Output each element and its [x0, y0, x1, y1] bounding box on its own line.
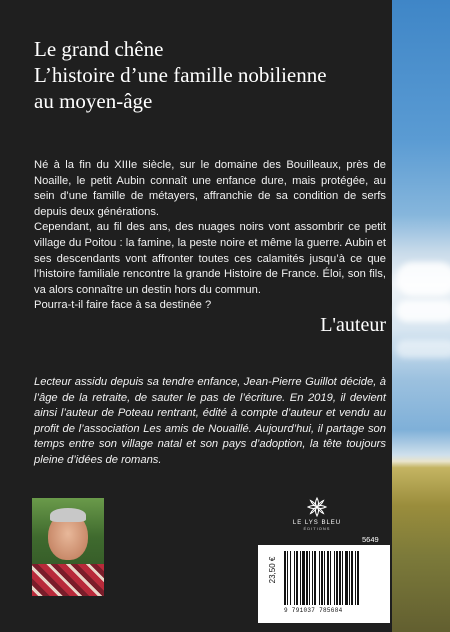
publisher-name: LE LYS BLEU [292, 520, 342, 526]
publisher-sub: ÉDITIONS [303, 526, 331, 531]
barcode-bar [290, 551, 291, 605]
cloud [396, 340, 450, 358]
barcode-bar [342, 551, 343, 605]
barcode-bar [355, 551, 356, 605]
barcode-bar [319, 551, 320, 605]
isbn-barcode [284, 551, 384, 605]
barcode-bar [357, 551, 359, 605]
barcode-bar [351, 551, 353, 605]
price-label: 23,50 € [268, 556, 277, 584]
author-hair [50, 508, 86, 522]
barcode-bar [294, 551, 295, 605]
barcode-bar [327, 551, 329, 605]
publisher-logo [280, 496, 354, 531]
barcode-bar [309, 551, 310, 605]
barcode-bar [300, 551, 301, 605]
barcode-bar [339, 551, 341, 605]
title-line-3: au moyen-âge [34, 89, 153, 113]
barcode-bar [296, 551, 298, 605]
synopsis-paragraph-1: Né à la fin du XIIIe siècle, sur le domaine des Bouilleaux, près de Noaille, le petit Aubin connaît une enfance dure, mais protégée, au sein d’une famille de métayers, affranchie de sa condition de serfs depuis deux générations. [34, 159, 386, 218]
cloud [396, 262, 450, 296]
barcode-bar [287, 551, 288, 605]
synopsis-paragraph-3: Pourra-t-il faire face à sa destinée ? [34, 299, 212, 312]
title-line-1: Le grand chêne [34, 37, 164, 61]
book-title [34, 36, 384, 114]
barcode-bar [330, 551, 331, 605]
author-shirt [32, 564, 104, 596]
barcode-bar [345, 551, 348, 605]
barcode-bar [302, 551, 305, 605]
barcode-bar [324, 551, 325, 605]
author-bio: Lecteur assidu depuis sa tendre enfance, Jean-Pierre Guillot décide, à l’âge de la retraite, de sauter le pas de l’écriture. En 2019, il devient ainsi l’auteur de Poteau rentrant, édité à compte d’auteur et vendu au profit de l’association Les amis de Nouaillé. Aujourd’hui, il partage son temps entre son village natal et son pays d’adoption, la tête toujours pleine d’idées de romans. [34, 376, 386, 466]
isbn-digits: 9 791037 785684 [284, 607, 343, 614]
reference-code: 5649 [362, 535, 379, 544]
lys-flower-icon [306, 496, 328, 518]
synopsis-paragraph-2: Cependant, au fil des ans, des nuages noirs vont assombrir ce petit village du Poitou : la famine, la peste noire et même la guerre. Aubin et ses descendants vont affronter toutes ces calamités jusqu’à ce que l’histoire familiale rencontre la grande Histoire de France. Éloi, son fils, va alors connaître un destin hors du commun. [34, 221, 386, 296]
barcode-bar [306, 551, 308, 605]
title-line-2: L’histoire d’une famille nobilienne [34, 63, 327, 87]
barcode-bar [284, 551, 286, 605]
author-heading: L'auteur [320, 314, 386, 336]
barcode-bar [334, 551, 335, 605]
barcode-bar [349, 551, 350, 605]
barcode-bar [336, 551, 338, 605]
author-photo [32, 498, 104, 596]
cloud [396, 300, 450, 322]
synopsis [34, 158, 386, 314]
barcode-bar [312, 551, 313, 605]
barcode-bar [314, 551, 316, 605]
barcode-bar [321, 551, 323, 605]
